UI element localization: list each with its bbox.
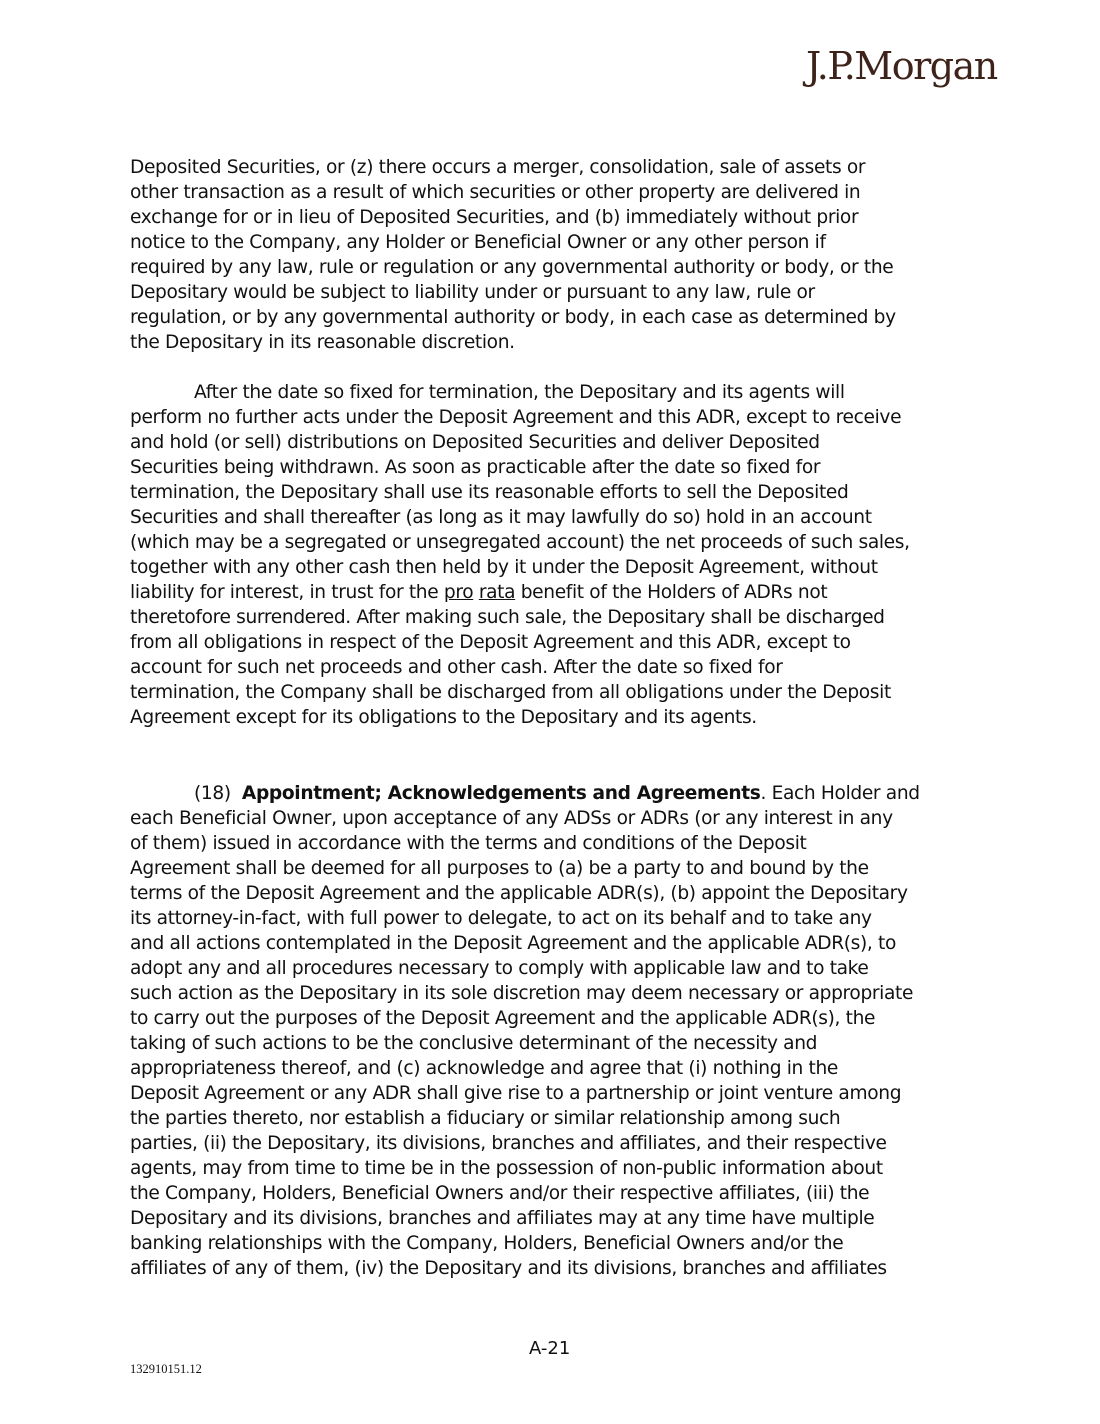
text-line: of them) issued in accordance with the terms and conditions of the Deposit: [130, 833, 807, 854]
text-line: Depositary and its divisions, branches and affiliates may at any time have multiple: [130, 1208, 875, 1229]
text-line: regulation, or by any governmental authority or body, in each case as determined by: [130, 307, 896, 328]
text-segment: liability for interest, in trust for the: [130, 582, 444, 603]
text-line: required by any law, rule or regulation or any governmental authority or body, or the: [130, 257, 894, 278]
text-line: Depositary would be subject to liability under or pursuant to any law, rule or: [130, 282, 815, 303]
text-line: appropriateness thereof, and (c) acknowledge and agree that (i) nothing in the: [130, 1058, 838, 1079]
underlined-rata: rata: [478, 582, 516, 603]
paragraph-after-termination: [130, 380, 980, 730]
section-18-first-line: [130, 781, 980, 806]
page-number: A-21: [529, 1338, 571, 1359]
underlined-pro: pro: [443, 582, 474, 603]
text-line: perform no further acts under the Deposit Agreement and this ADR, except to receive: [130, 407, 902, 428]
text-line: exchange for or in lieu of Deposited Securities, and (b) immediately without prior: [130, 207, 859, 228]
text-line: Securities being withdrawn. As soon as practicable after the date so fixed for: [130, 457, 821, 478]
text-line: notice to the Company, any Holder or Beneficial Owner or any other person if: [130, 232, 826, 253]
text-line: banking relationships with the Company, Holders, Beneficial Owners and/or the: [130, 1233, 844, 1254]
text-line: and hold (or sell) distributions on Deposited Securities and deliver Deposited: [130, 432, 820, 453]
text-line: the parties thereto, nor establish a fiduciary or similar relationship among such: [130, 1108, 841, 1129]
text-line: Deposit Agreement or any ADR shall give rise to a partnership or joint venture among: [130, 1083, 902, 1104]
text-line: adopt any and all procedures necessary to comply with applicable law and to take: [130, 958, 869, 979]
text-line: Agreement shall be deemed for all purposes to (a) be a party to and bound by the: [130, 858, 869, 879]
text-line: terms of the Deposit Agreement and the applicable ADR(s), (b) appoint the Depositary: [130, 883, 908, 904]
text-line: termination, the Depositary shall use its reasonable efforts to sell the Deposited: [130, 482, 849, 503]
text-line: account for such net proceeds and other cash. After the date so fixed for: [130, 657, 783, 678]
text-line: its attorney-in-fact, with full power to delegate, to act on its behalf and to take any: [130, 908, 872, 929]
section-first-line-text: . Each Holder and: [760, 783, 920, 804]
text-line: After the date so fixed for termination, the Depositary and its agents will: [194, 382, 845, 403]
text-line: to carry out the purposes of the Deposit Agreement and the applicable ADR(s), the: [130, 1008, 876, 1029]
text-line-pro-rata: [130, 580, 980, 605]
text-line: such action as the Depositary in its sole discretion may deem necessary or appropriate: [130, 983, 914, 1004]
text-line: each Beneficial Owner, upon acceptance of any ADSs or ADRs (or any interest in any: [130, 808, 893, 829]
text-line: termination, the Company shall be discharged from all obligations under the Deposit: [130, 682, 891, 703]
text-segment: benefit of the Holders of ADRs not: [515, 582, 828, 603]
text-line: (which may be a segregated or unsegregated account) the net proceeds of such sales,: [130, 532, 910, 553]
jpmorgan-logo: J.P.Morgan: [806, 44, 997, 88]
text-line: theretofore surrendered. After making such sale, the Depositary shall be discharged: [130, 607, 885, 628]
text-line: taking of such actions to be the conclusive determinant of the necessity and: [130, 1033, 818, 1054]
text-line: the Depositary in its reasonable discretion.: [130, 332, 515, 353]
text-line: other transaction as a result of which securities or other property are delivered in: [130, 182, 861, 203]
text-line: from all obligations in respect of the Deposit Agreement and this ADR, except to: [130, 632, 851, 653]
text-line: Deposited Securities, or (z) there occurs a merger, consolidation, sale of assets or: [130, 157, 866, 178]
text-line: together with any other cash then held by it under the Deposit Agreement, without: [130, 557, 878, 578]
text-line: and all actions contemplated in the Deposit Agreement and the applicable ADR(s), to: [130, 933, 897, 954]
section-18-appointment: [130, 781, 980, 1281]
text-line: parties, (ii) the Depositary, its divisions, branches and affiliates, and their respective: [130, 1133, 887, 1154]
section-number: (18): [194, 783, 231, 804]
paragraph-termination-conditions: [130, 155, 980, 355]
document-id: 132910151.12: [130, 1362, 202, 1376]
text-line: affiliates of any of them, (iv) the Depositary and its divisions, branches and affiliates: [130, 1258, 887, 1279]
section-heading: Appointment; Acknowledgements and Agreements: [241, 783, 761, 804]
text-line: agents, may from time to time be in the possession of non-public information about: [130, 1158, 883, 1179]
text-line: Securities and shall thereafter (as long as it may lawfully do so) hold in an account: [130, 507, 872, 528]
text-line: the Company, Holders, Beneficial Owners and/or their respective affiliates, (iii) the: [130, 1183, 870, 1204]
text-line: Agreement except for its obligations to the Depositary and its agents.: [130, 707, 757, 728]
